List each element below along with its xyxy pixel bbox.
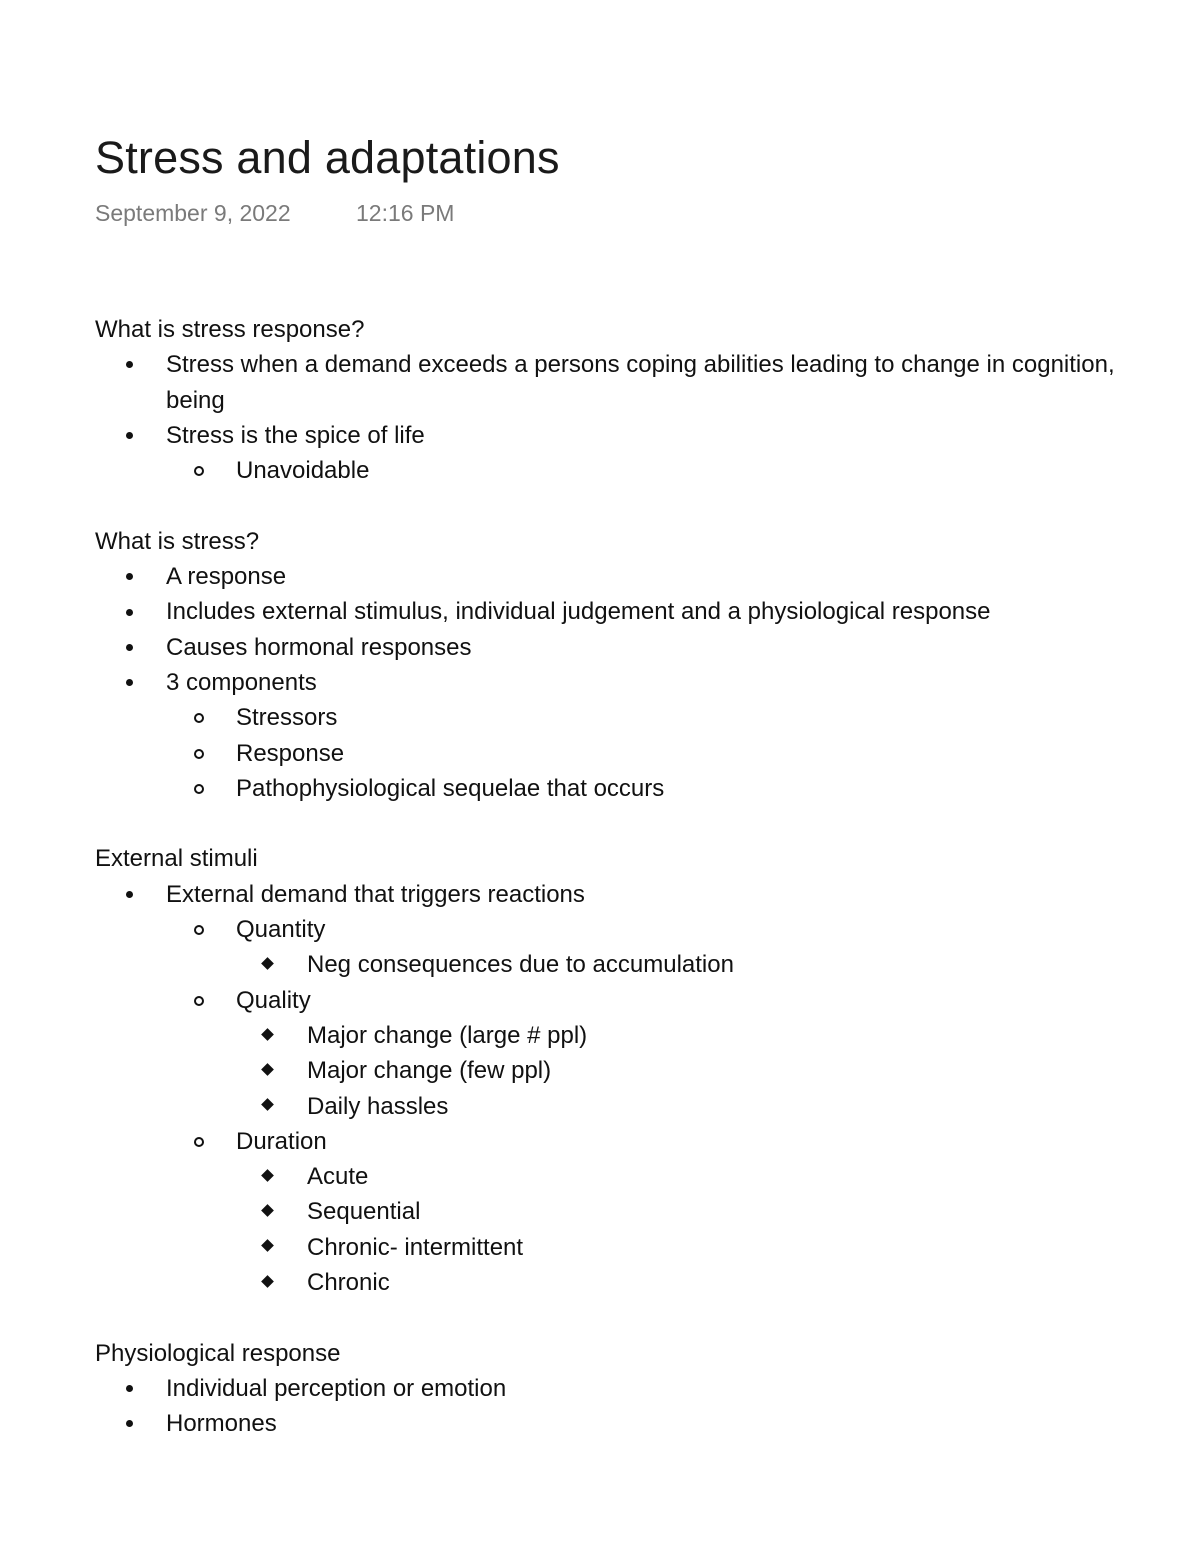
list-item-text: Acute [307, 1163, 369, 1191]
diamond-bullet-icon [259, 1053, 275, 1088]
hollow-bullet-icon [191, 771, 207, 806]
bullet-icon [121, 1406, 137, 1441]
list-item-text: Major change (large # ppl) [307, 1021, 588, 1049]
blank-line [0, 1300, 1200, 1335]
list-item-text: Daily hassles [307, 1092, 449, 1120]
note-date: September 9, 2022 [95, 200, 291, 226]
list-item-text: Causes hormonal responses [166, 633, 472, 661]
bullet-icon [121, 877, 137, 912]
list-item-text: Response [236, 739, 345, 767]
note-outline [0, 312, 1200, 1442]
list-subitem [0, 983, 1200, 1018]
list-subsubitem [0, 1230, 1200, 1265]
hollow-bullet-icon [191, 700, 207, 735]
list-subitem [0, 1124, 1200, 1159]
list-item-text: Quantity [236, 916, 326, 944]
diamond-bullet-icon [259, 1265, 275, 1300]
hollow-bullet-icon [191, 1124, 207, 1159]
diamond-bullet-icon [259, 1089, 275, 1124]
list-item [0, 1371, 1200, 1406]
list-subsubitem [0, 1089, 1200, 1124]
list-item-text: Stressors [236, 704, 338, 732]
list-item-text: External demand that triggers reactions [166, 880, 585, 908]
list-subsubitem [0, 1159, 1200, 1194]
list-item-text: Duration [236, 1127, 327, 1155]
list-item-text: Neg consequences due to accumulation [307, 951, 734, 979]
list-item [0, 665, 1200, 700]
bullet-icon [121, 418, 137, 453]
diamond-bullet-icon [259, 1194, 275, 1229]
list-item-text: Unavoidable [236, 457, 370, 485]
section-heading-text: What is stress? [95, 527, 260, 555]
list-item-continuation [0, 383, 1200, 418]
note-time: 12:16 PM [356, 200, 455, 226]
list-item-text: Stress when a demand exceeds a persons coping abilities leading to change in cognition, [166, 351, 1115, 379]
list-item-text: Chronic- intermittent [307, 1233, 524, 1261]
section-heading [0, 312, 1200, 347]
bullet-icon [121, 347, 137, 382]
hollow-bullet-icon [191, 453, 207, 488]
diamond-bullet-icon [259, 1018, 275, 1053]
blank-line [0, 488, 1200, 523]
list-item [0, 877, 1200, 912]
list-item-text: Chronic [307, 1269, 390, 1297]
section-heading [0, 1336, 1200, 1371]
section-heading [0, 524, 1200, 559]
list-subsubitem [0, 1018, 1200, 1053]
list-subsubitem [0, 947, 1200, 982]
bullet-icon [121, 559, 137, 594]
list-item-text: Pathophysiological sequelae that occurs [236, 774, 665, 802]
list-item-text: Quality [236, 986, 311, 1014]
diamond-bullet-icon [259, 1230, 275, 1265]
blank-line [0, 806, 1200, 841]
list-item-text: Hormones [166, 1410, 277, 1438]
list-subsubitem [0, 1194, 1200, 1229]
list-item-text: 3 components [166, 668, 317, 696]
list-subitem [0, 912, 1200, 947]
list-item-text: being [166, 386, 225, 414]
diamond-bullet-icon [259, 1159, 275, 1194]
list-subsubitem [0, 1265, 1200, 1300]
bullet-icon [121, 630, 137, 665]
list-item-text: Stress is the spice of life [166, 421, 425, 449]
hollow-bullet-icon [191, 912, 207, 947]
section-heading [0, 841, 1200, 876]
list-subitem [0, 771, 1200, 806]
hollow-bullet-icon [191, 736, 207, 771]
list-item-text: Major change (few ppl) [307, 1057, 552, 1085]
section-heading-text: Physiological response [95, 1339, 341, 1367]
bullet-icon [121, 1371, 137, 1406]
list-item-text: Includes external stimulus, individual judgement and a physiological response [166, 598, 991, 626]
list-item [0, 347, 1200, 382]
list-subitem [0, 453, 1200, 488]
hollow-bullet-icon [191, 983, 207, 1018]
list-item [0, 594, 1200, 629]
list-item [0, 1406, 1200, 1441]
bullet-icon [121, 594, 137, 629]
list-item [0, 418, 1200, 453]
list-subitem [0, 700, 1200, 735]
section-heading-text: What is stress response? [95, 316, 365, 343]
list-item-text: Sequential [307, 1198, 421, 1226]
diamond-bullet-icon [259, 947, 275, 982]
list-item-text: Individual perception or emotion [166, 1374, 507, 1402]
list-item [0, 630, 1200, 665]
list-subitem [0, 736, 1200, 771]
bullet-icon [121, 665, 137, 700]
list-item [0, 559, 1200, 594]
page-title: Stress and adaptations [95, 132, 560, 183]
section-heading-text: External stimuli [95, 845, 258, 873]
list-subsubitem [0, 1053, 1200, 1088]
list-item-text: A response [166, 563, 287, 591]
